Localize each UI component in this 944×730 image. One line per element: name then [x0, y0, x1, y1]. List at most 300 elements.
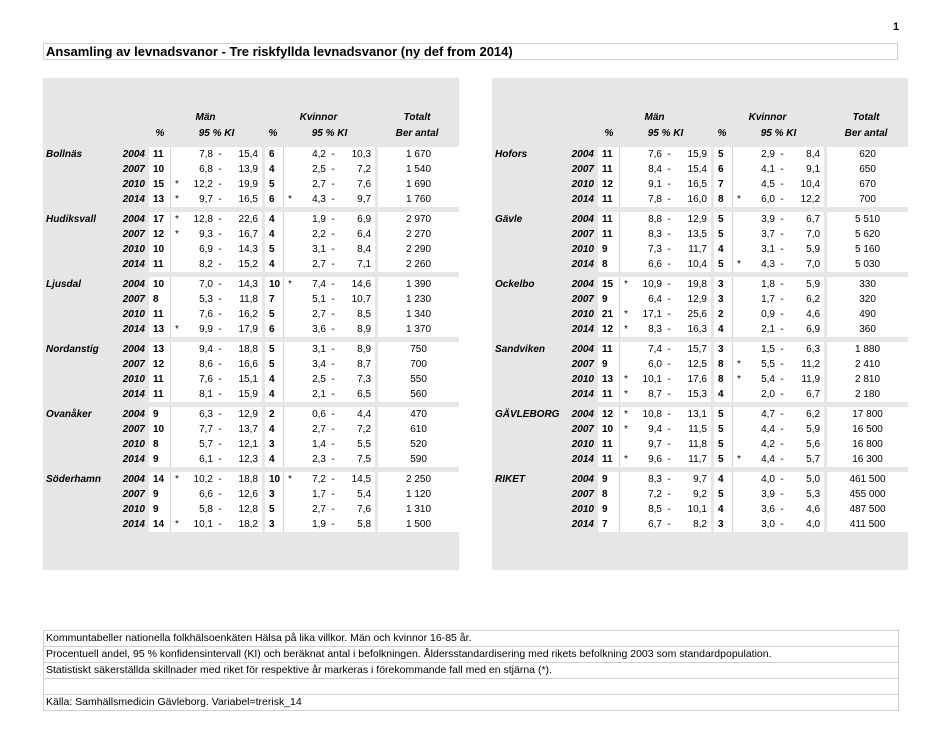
women-ci-low: 2,7	[296, 422, 326, 437]
region-name	[492, 422, 566, 437]
men-percent: 14	[149, 472, 171, 487]
table-row	[492, 257, 908, 272]
men-significance-star	[171, 407, 183, 422]
women-percent: 5	[711, 147, 733, 162]
ci-dash: -	[326, 162, 340, 177]
total-count: 1 880	[824, 342, 908, 357]
men-ci-low: 7,8	[183, 147, 213, 162]
men-ci-low: 10,9	[632, 277, 662, 292]
men-ci-high: 16,2	[227, 307, 262, 322]
ci-dash: -	[326, 227, 340, 242]
men-ci-low: 7,4	[632, 342, 662, 357]
men-significance-star: *	[620, 387, 632, 402]
ci-dash: -	[326, 517, 340, 532]
year-cell: 2010	[571, 244, 594, 255]
header-men: Män	[195, 112, 216, 123]
total-count: 16 800	[824, 437, 908, 452]
ci-dash: -	[775, 342, 789, 357]
table-row	[492, 517, 908, 532]
ci-dash: -	[326, 307, 340, 322]
men-ci-low: 8,8	[632, 212, 662, 227]
total-count: 2 410	[824, 357, 908, 372]
ci-dash: -	[662, 277, 676, 292]
year-cell: 2010	[571, 439, 594, 450]
women-ci-high: 11,9	[789, 372, 824, 387]
women-significance-star	[284, 147, 296, 162]
men-ci-high: 16,5	[227, 192, 262, 207]
men-ci-low: 9,1	[632, 177, 662, 192]
left-table-body	[43, 110, 459, 532]
region-name	[492, 257, 566, 272]
women-significance-star	[733, 517, 745, 532]
men-significance-star	[620, 227, 632, 242]
men-percent: 12	[149, 227, 171, 242]
men-ci-low: 6,3	[183, 407, 213, 422]
men-significance-star: *	[620, 452, 632, 467]
table-row	[43, 257, 459, 272]
men-ci-low: 5,3	[183, 292, 213, 307]
men-significance-star	[171, 437, 183, 452]
men-ci-low: 8,2	[183, 257, 213, 272]
women-percent: 8	[711, 357, 733, 372]
men-ci-high: 9,2	[676, 487, 711, 502]
men-percent: 11	[598, 227, 620, 242]
women-ci-low: 7,4	[296, 277, 326, 292]
year-cell: 2010	[571, 374, 594, 385]
women-ci-high: 10,4	[789, 177, 824, 192]
ci-dash: -	[662, 502, 676, 517]
women-significance-star	[284, 487, 296, 502]
women-ci-high: 14,6	[340, 277, 375, 292]
men-ci-low: 7,8	[632, 192, 662, 207]
region-name	[43, 487, 117, 502]
men-percent: 11	[598, 192, 620, 207]
table-row	[43, 212, 459, 227]
men-ci-high: 12,5	[676, 357, 711, 372]
women-ci-low: 2,2	[296, 227, 326, 242]
ci-dash: -	[662, 452, 676, 467]
year-cell: 2014	[122, 259, 145, 270]
men-percent: 13	[149, 322, 171, 337]
men-ci-high: 16,6	[227, 357, 262, 372]
women-percent: 5	[711, 422, 733, 437]
women-ci-high: 8,4	[789, 147, 824, 162]
women-significance-star	[284, 407, 296, 422]
ci-dash: -	[213, 372, 227, 387]
men-ci-high: 18,8	[227, 472, 262, 487]
total-count: 16 500	[824, 422, 908, 437]
men-ci-low: 6,7	[632, 517, 662, 532]
ci-dash: -	[213, 192, 227, 207]
men-ci-high: 15,4	[676, 162, 711, 177]
year-cell: 2007	[122, 359, 145, 370]
women-ci-low: 4,2	[296, 147, 326, 162]
men-significance-star: *	[171, 227, 183, 242]
left-data-table	[43, 110, 459, 532]
ci-dash: -	[775, 242, 789, 257]
table-row	[43, 387, 459, 402]
total-count: 2 810	[824, 372, 908, 387]
header-row-measures	[43, 126, 459, 142]
men-ci-low: 9,7	[183, 192, 213, 207]
year-cell: 2014	[571, 389, 594, 400]
ci-dash: -	[213, 212, 227, 227]
women-ci-high: 8,5	[340, 307, 375, 322]
men-percent: 10	[149, 277, 171, 292]
women-ci-low: 3,9	[745, 487, 775, 502]
year-cell: 2004	[122, 214, 145, 225]
women-significance-star	[733, 212, 745, 227]
men-percent: 17	[149, 212, 171, 227]
total-count: 670	[824, 177, 908, 192]
men-percent: 10	[149, 162, 171, 177]
women-percent: 3	[711, 292, 733, 307]
women-ci-high: 8,7	[340, 357, 375, 372]
ci-dash: -	[775, 227, 789, 242]
men-percent: 11	[598, 162, 620, 177]
total-count: 5 510	[824, 212, 908, 227]
table-row	[43, 242, 459, 257]
men-percent: 10	[149, 422, 171, 437]
table-row	[492, 307, 908, 322]
men-percent: 7	[598, 517, 620, 532]
men-ci-high: 13,5	[676, 227, 711, 242]
region-name	[492, 517, 566, 532]
women-significance-star	[733, 437, 745, 452]
women-ci-high: 5,9	[789, 277, 824, 292]
women-percent: 5	[711, 487, 733, 502]
ci-dash: -	[662, 162, 676, 177]
men-ci-high: 11,7	[676, 242, 711, 257]
table-row	[43, 292, 459, 307]
men-significance-star	[171, 307, 183, 322]
year-cell: 2010	[122, 179, 145, 190]
ci-dash: -	[213, 257, 227, 272]
year-cell: 2014	[122, 194, 145, 205]
women-significance-star	[733, 407, 745, 422]
ci-dash: -	[662, 342, 676, 357]
women-percent: 5	[711, 407, 733, 422]
men-percent: 9	[149, 452, 171, 467]
year-cell: 2004	[571, 474, 594, 485]
region-name: Hofors	[495, 149, 528, 160]
table-row	[492, 357, 908, 372]
women-significance-star	[284, 422, 296, 437]
ci-dash: -	[326, 437, 340, 452]
header-row-groups	[43, 110, 459, 126]
ci-dash: -	[775, 177, 789, 192]
women-significance-star	[733, 422, 745, 437]
men-significance-star	[171, 242, 183, 257]
men-ci-low: 7,2	[632, 487, 662, 502]
men-percent: 13	[598, 372, 620, 387]
total-count: 5 030	[824, 257, 908, 272]
men-ci-high: 14,3	[227, 277, 262, 292]
men-ci-high: 12,9	[676, 292, 711, 307]
header-men-ci: 95 % KI	[198, 128, 235, 139]
men-ci-low: 7,7	[183, 422, 213, 437]
women-ci-low: 5,4	[745, 372, 775, 387]
table-row	[492, 422, 908, 437]
year-cell: 2010	[571, 309, 594, 320]
year-cell: 2007	[571, 489, 594, 500]
women-ci-high: 7,0	[789, 257, 824, 272]
women-ci-high: 4,6	[789, 502, 824, 517]
women-ci-high: 6,2	[789, 407, 824, 422]
women-percent: 5	[711, 437, 733, 452]
women-ci-low: 1,7	[745, 292, 775, 307]
women-ci-low: 5,1	[296, 292, 326, 307]
men-percent: 11	[598, 452, 620, 467]
women-significance-star	[284, 502, 296, 517]
men-percent: 12	[598, 407, 620, 422]
ci-dash: -	[775, 162, 789, 177]
women-significance-star	[284, 257, 296, 272]
header-spacer	[566, 110, 598, 126]
women-ci-low: 7,2	[296, 472, 326, 487]
table-row	[492, 437, 908, 452]
ci-dash: -	[326, 192, 340, 207]
total-count: 700	[824, 192, 908, 207]
ci-dash: -	[326, 242, 340, 257]
table-row	[43, 452, 459, 467]
women-ci-high: 14,5	[340, 472, 375, 487]
men-percent: 11	[149, 147, 171, 162]
women-ci-low: 1,9	[296, 517, 326, 532]
men-ci-high: 12,8	[227, 502, 262, 517]
ci-dash: -	[775, 357, 789, 372]
men-ci-high: 15,9	[676, 147, 711, 162]
men-significance-star	[620, 242, 632, 257]
ci-dash: -	[662, 257, 676, 272]
men-percent: 8	[149, 292, 171, 307]
women-ci-low: 3,1	[296, 242, 326, 257]
men-ci-high: 12,9	[227, 407, 262, 422]
total-count: 470	[375, 407, 459, 422]
header-women-pct: %	[717, 128, 727, 139]
women-significance-star: *	[733, 372, 745, 387]
women-ci-high: 10,3	[340, 147, 375, 162]
ci-dash: -	[326, 407, 340, 422]
men-percent: 9	[598, 242, 620, 257]
year-cell: 2014	[122, 389, 145, 400]
source-line: Källa: Samhällsmedicin Gävleborg. Variabel=trerisk_14	[43, 695, 899, 711]
year-cell: 2004	[122, 474, 145, 485]
ci-dash: -	[213, 162, 227, 177]
men-ci-high: 16,3	[676, 322, 711, 337]
region-name	[492, 502, 566, 517]
table-row	[43, 422, 459, 437]
women-significance-star: *	[733, 357, 745, 372]
ci-dash: -	[326, 277, 340, 292]
region-name: Bollnäs	[46, 149, 83, 160]
total-count: 330	[824, 277, 908, 292]
ci-dash: -	[213, 487, 227, 502]
women-ci-high: 6,7	[789, 212, 824, 227]
total-count: 411 500	[824, 517, 908, 532]
men-ci-high: 15,3	[676, 387, 711, 402]
total-count: 5 160	[824, 242, 908, 257]
women-ci-high: 9,7	[340, 192, 375, 207]
men-ci-high: 22,6	[227, 212, 262, 227]
men-ci-high: 10,4	[676, 257, 711, 272]
ci-dash: -	[213, 422, 227, 437]
women-ci-low: 1,7	[296, 487, 326, 502]
men-percent: 11	[598, 387, 620, 402]
men-significance-star	[620, 177, 632, 192]
women-percent: 6	[262, 192, 284, 207]
region-name: Hudiksvall	[46, 214, 97, 225]
men-significance-star: *	[171, 192, 183, 207]
men-significance-star: *	[620, 322, 632, 337]
women-ci-high: 6,4	[340, 227, 375, 242]
men-significance-star	[171, 147, 183, 162]
men-ci-high: 11,7	[676, 452, 711, 467]
ci-dash: -	[775, 192, 789, 207]
year-cell: 2004	[122, 409, 145, 420]
ci-dash: -	[213, 147, 227, 162]
ci-dash: -	[326, 357, 340, 372]
women-ci-high: 5,9	[789, 422, 824, 437]
right-data-panel	[492, 78, 908, 570]
women-ci-low: 3,0	[745, 517, 775, 532]
region-name: Ljusdal	[46, 279, 82, 290]
men-significance-star	[620, 517, 632, 532]
women-percent: 4	[711, 322, 733, 337]
women-ci-low: 3,6	[296, 322, 326, 337]
men-percent: 11	[149, 257, 171, 272]
title-box	[43, 43, 898, 60]
men-significance-star	[620, 212, 632, 227]
year-cell: 2004	[122, 344, 145, 355]
women-percent: 7	[711, 177, 733, 192]
men-significance-star	[171, 257, 183, 272]
header-total: Totalt	[403, 112, 431, 123]
men-ci-high: 17,6	[676, 372, 711, 387]
region-name	[43, 502, 117, 517]
men-percent: 9	[598, 472, 620, 487]
table-row	[43, 437, 459, 452]
ci-dash: -	[775, 147, 789, 162]
total-count: 610	[375, 422, 459, 437]
header-spacer	[566, 126, 598, 142]
men-ci-high: 12,3	[227, 452, 262, 467]
table-row	[43, 177, 459, 192]
women-significance-star	[284, 242, 296, 257]
ci-dash: -	[213, 177, 227, 192]
men-percent: 11	[149, 387, 171, 402]
table-row	[43, 162, 459, 177]
men-significance-star	[620, 502, 632, 517]
men-percent: 9	[598, 502, 620, 517]
ci-dash: -	[662, 292, 676, 307]
header-row-groups	[492, 110, 908, 126]
women-percent: 5	[262, 242, 284, 257]
men-percent: 11	[149, 372, 171, 387]
women-percent: 6	[711, 162, 733, 177]
right-data-table	[492, 110, 908, 532]
men-ci-low: 6,0	[632, 357, 662, 372]
women-ci-low: 4,4	[745, 422, 775, 437]
women-ci-low: 4,4	[745, 452, 775, 467]
women-ci-high: 9,1	[789, 162, 824, 177]
women-ci-high: 5,5	[340, 437, 375, 452]
region-name	[43, 357, 117, 372]
year-cell: 2014	[122, 519, 145, 530]
women-percent: 5	[711, 212, 733, 227]
men-ci-low: 17,1	[632, 307, 662, 322]
women-ci-high: 8,9	[340, 342, 375, 357]
total-count: 490	[824, 307, 908, 322]
women-significance-star	[733, 147, 745, 162]
women-ci-high: 5,8	[340, 517, 375, 532]
women-significance-star	[733, 307, 745, 322]
men-percent: 13	[149, 342, 171, 357]
ci-dash: -	[775, 372, 789, 387]
table-row	[43, 487, 459, 502]
year-cell: 2004	[571, 214, 594, 225]
year-cell: 2010	[122, 504, 145, 515]
men-significance-star	[171, 342, 183, 357]
men-ci-low: 6,6	[183, 487, 213, 502]
total-count: 2 180	[824, 387, 908, 402]
men-ci-low: 12,8	[183, 212, 213, 227]
men-ci-high: 10,1	[676, 502, 711, 517]
men-significance-star: *	[171, 322, 183, 337]
women-ci-high: 4,6	[789, 307, 824, 322]
men-ci-low: 9,6	[632, 452, 662, 467]
region-name	[492, 192, 566, 207]
header-men-ci: 95 % KI	[647, 128, 684, 139]
men-significance-star	[171, 502, 183, 517]
men-significance-star	[620, 487, 632, 502]
women-ci-high: 7,2	[340, 162, 375, 177]
ci-dash: -	[775, 212, 789, 227]
men-percent: 11	[598, 437, 620, 452]
table-row	[492, 212, 908, 227]
men-ci-high: 15,1	[227, 372, 262, 387]
ci-dash: -	[775, 407, 789, 422]
header-spacer	[492, 126, 566, 142]
ci-dash: -	[662, 192, 676, 207]
ci-dash: -	[662, 227, 676, 242]
region-name	[492, 452, 566, 467]
table-row	[492, 242, 908, 257]
women-percent: 6	[262, 147, 284, 162]
table-row	[492, 227, 908, 242]
header-women-ci: 95 % KI	[311, 128, 348, 139]
footnote-line	[43, 679, 899, 695]
year-cell: 2014	[571, 259, 594, 270]
women-percent: 8	[711, 192, 733, 207]
region-name	[43, 227, 117, 242]
table-row	[492, 487, 908, 502]
men-ci-low: 12,2	[183, 177, 213, 192]
men-percent: 9	[149, 407, 171, 422]
men-ci-low: 6,8	[183, 162, 213, 177]
women-ci-low: 1,8	[745, 277, 775, 292]
left-data-panel	[43, 78, 459, 570]
table-row	[492, 277, 908, 292]
ci-dash: -	[213, 357, 227, 372]
women-significance-star	[733, 387, 745, 402]
total-count: 1 230	[375, 292, 459, 307]
year-cell: 2010	[571, 179, 594, 190]
women-ci-low: 0,6	[296, 407, 326, 422]
women-percent: 2	[711, 307, 733, 322]
ci-dash: -	[326, 372, 340, 387]
header-women: Kvinnor	[299, 112, 338, 123]
